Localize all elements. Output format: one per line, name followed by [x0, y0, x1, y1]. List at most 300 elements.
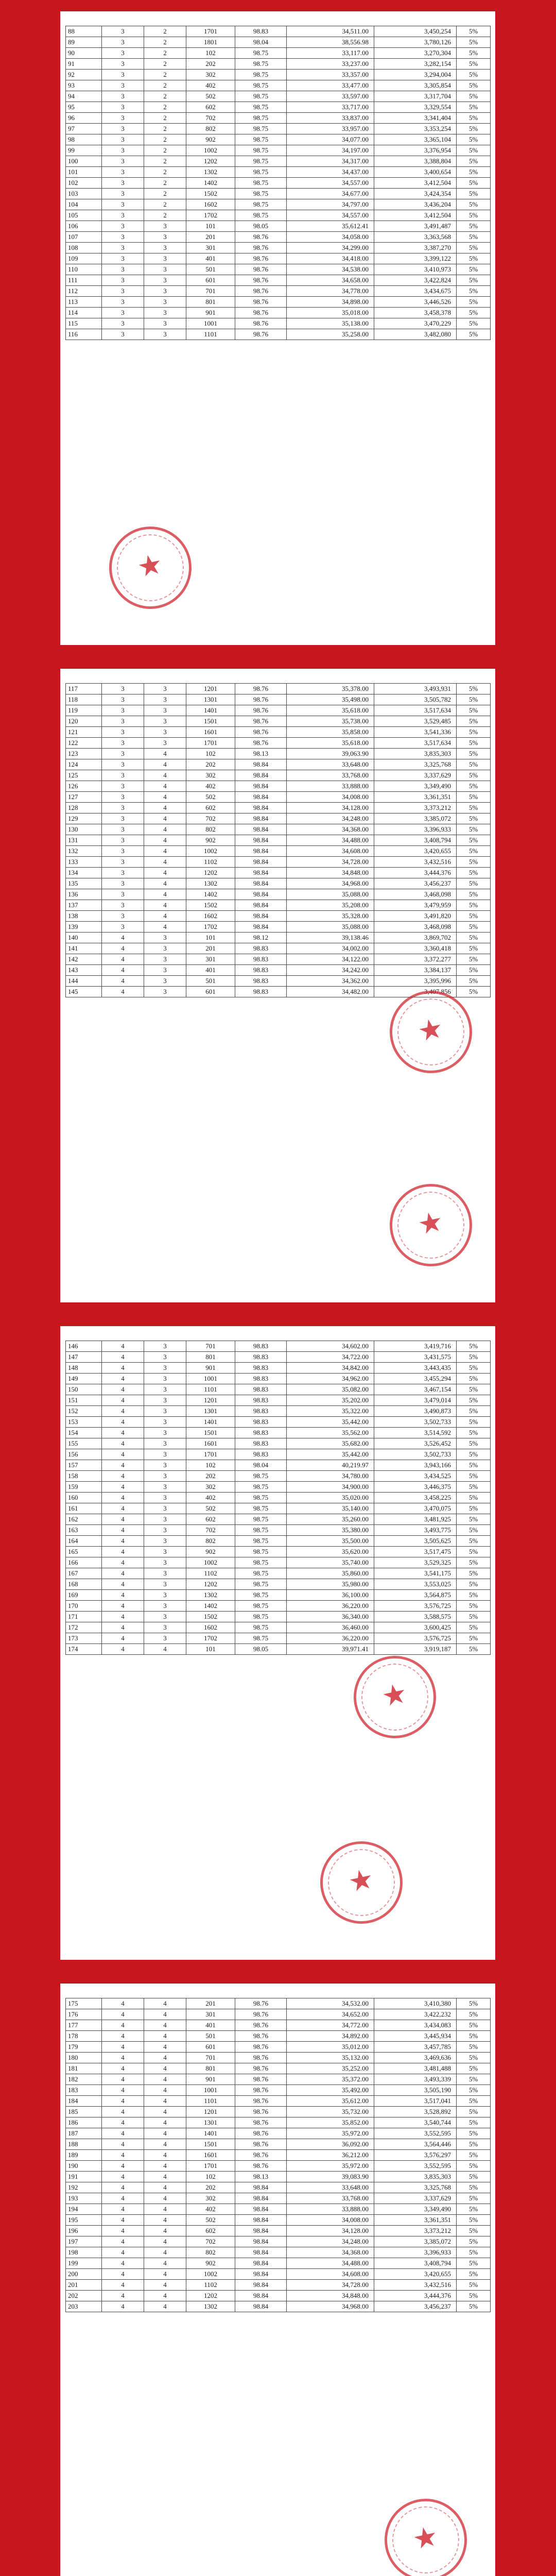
- table-row: [66, 1428, 491, 1438]
- cell-u: 4: [144, 824, 186, 835]
- cell-seq: 186: [66, 2117, 102, 2128]
- cell-p: 35,328.00: [287, 911, 374, 922]
- cell-seq: 129: [66, 814, 102, 824]
- cell-ratio: 5%: [457, 2280, 491, 2291]
- table-row: [66, 868, 491, 878]
- cell-ratio: 5%: [457, 80, 491, 91]
- cell-r: 1402: [186, 889, 235, 900]
- cell-a: 98.84: [235, 857, 287, 868]
- table-row: [66, 26, 491, 37]
- cell-p: 34,602.00: [287, 1341, 374, 1352]
- cell-seq: 98: [66, 134, 102, 145]
- cell-p: 35,972.00: [287, 2161, 374, 2172]
- cell-t: 3,540,744: [374, 2117, 457, 2128]
- cell-u: 3: [144, 738, 186, 749]
- cell-r: 1302: [186, 2301, 235, 2312]
- document-page: [60, 11, 495, 645]
- cell-r: 1702: [186, 1633, 235, 1644]
- cell-ratio: 5%: [457, 145, 491, 156]
- cell-u: 4: [144, 2236, 186, 2247]
- cell-t: 3,482,080: [374, 329, 457, 340]
- cell-u: 2: [144, 124, 186, 134]
- cell-t: 3,457,785: [374, 2042, 457, 2053]
- cell-t: 3,444,376: [374, 2291, 457, 2301]
- cell-b: 4: [102, 2204, 144, 2215]
- cell-t: 3,835,303: [374, 749, 457, 759]
- cell-t: 3,541,336: [374, 727, 457, 738]
- cell-p: 34,557.00: [287, 178, 374, 189]
- cell-b: 3: [102, 59, 144, 70]
- cell-a: 98.76: [235, 2117, 287, 2128]
- cell-a: 98.75: [235, 145, 287, 156]
- cell-p: 34,532.00: [287, 1998, 374, 2009]
- cell-seq: 110: [66, 264, 102, 275]
- cell-b: 3: [102, 318, 144, 329]
- table-row: [66, 1536, 491, 1547]
- cell-u: 4: [144, 2226, 186, 2236]
- cell-r: 702: [186, 113, 235, 124]
- cell-p: 35,492.00: [287, 2085, 374, 2096]
- cell-seq: 169: [66, 1590, 102, 1601]
- cell-ratio: 5%: [457, 1590, 491, 1601]
- table-row: [66, 48, 491, 59]
- cell-r: 1202: [186, 156, 235, 167]
- table-row: [66, 59, 491, 70]
- cell-a: 98.75: [235, 1525, 287, 1536]
- cell-p: 39,063.90: [287, 749, 374, 759]
- cell-p: 33,477.00: [287, 80, 374, 91]
- cell-b: 4: [102, 2280, 144, 2291]
- cell-b: 4: [102, 954, 144, 965]
- cell-seq: 180: [66, 2053, 102, 2063]
- cell-t: 3,455,294: [374, 1374, 457, 1384]
- cell-ratio: 5%: [457, 922, 491, 933]
- cell-b: 4: [102, 1341, 144, 1352]
- cell-p: 34,848.00: [287, 868, 374, 878]
- cell-a: 98.76: [235, 2107, 287, 2117]
- cell-t: 3,458,225: [374, 1493, 457, 1503]
- cell-a: 98.84: [235, 792, 287, 803]
- cell-t: 3,588,575: [374, 1612, 457, 1622]
- cell-p: 33,888.00: [287, 2204, 374, 2215]
- cell-t: 3,470,229: [374, 318, 457, 329]
- cell-p: 36,340.00: [287, 1612, 374, 1622]
- cell-u: 3: [144, 1406, 186, 1417]
- cell-u: 3: [144, 243, 186, 253]
- cell-u: 4: [144, 2096, 186, 2107]
- cell-a: 98.83: [235, 1341, 287, 1352]
- cell-a: 98.84: [235, 900, 287, 911]
- cell-b: 4: [102, 1601, 144, 1612]
- cell-t: 3,553,025: [374, 1579, 457, 1590]
- cell-a: 98.83: [235, 1438, 287, 1449]
- cell-a: 98.84: [235, 889, 287, 900]
- cell-p: 34,368.00: [287, 824, 374, 835]
- cell-b: 4: [102, 1438, 144, 1449]
- cell-seq: 91: [66, 59, 102, 70]
- cell-r: 501: [186, 976, 235, 987]
- table-row: [66, 857, 491, 868]
- cell-b: 4: [102, 2020, 144, 2031]
- cell-t: 3,373,212: [374, 803, 457, 814]
- cell-p: 35,018.00: [287, 308, 374, 318]
- table-row: [66, 770, 491, 781]
- table-row: [66, 2031, 491, 2042]
- table-row: [66, 911, 491, 922]
- cell-p: 34,778.00: [287, 286, 374, 297]
- cell-a: 98.75: [235, 1568, 287, 1579]
- table-row: [66, 2117, 491, 2128]
- cell-p: 34,557.00: [287, 210, 374, 221]
- cell-b: 4: [102, 2053, 144, 2063]
- cell-seq: 178: [66, 2031, 102, 2042]
- table-row: [66, 221, 491, 232]
- seal-ring: [391, 992, 471, 1072]
- cell-b: 4: [102, 2182, 144, 2193]
- cell-u: 3: [144, 1449, 186, 1460]
- cell-p: 35,738.00: [287, 716, 374, 727]
- cell-u: 4: [144, 2031, 186, 2042]
- cell-p: 34,197.00: [287, 145, 374, 156]
- cell-p: 33,768.00: [287, 2193, 374, 2204]
- cell-t: 3,943,166: [374, 1460, 457, 1471]
- cell-u: 4: [144, 2020, 186, 2031]
- cell-ratio: 5%: [457, 900, 491, 911]
- cell-ratio: 5%: [457, 943, 491, 954]
- cell-seq: 123: [66, 749, 102, 759]
- table-row: [66, 2172, 491, 2182]
- table-row: [66, 1579, 491, 1590]
- cell-seq: 168: [66, 1579, 102, 1590]
- cell-a: 98.83: [235, 1395, 287, 1406]
- cell-b: 3: [102, 705, 144, 716]
- cell-seq: 125: [66, 770, 102, 781]
- cell-p: 34,128.00: [287, 2226, 374, 2236]
- cell-u: 4: [144, 835, 186, 846]
- cell-t: 3,353,254: [374, 124, 457, 134]
- cell-t: 3,479,959: [374, 900, 457, 911]
- cell-ratio: 5%: [457, 1363, 491, 1374]
- cell-t: 3,481,488: [374, 2063, 457, 2074]
- cell-ratio: 5%: [457, 318, 491, 329]
- cell-u: 4: [144, 2258, 186, 2269]
- cell-r: 1601: [186, 727, 235, 738]
- cell-t: 3,431,575: [374, 1352, 457, 1363]
- cell-t: 3,436,204: [374, 199, 457, 210]
- cell-p: 34,797.00: [287, 199, 374, 210]
- cell-a: 98.76: [235, 264, 287, 275]
- cell-r: 1401: [186, 705, 235, 716]
- cell-a: 98.84: [235, 2301, 287, 2312]
- cell-r: 802: [186, 2247, 235, 2258]
- cell-a: 98.76: [235, 275, 287, 286]
- cell-p: 33,117.00: [287, 48, 374, 59]
- cell-u: 2: [144, 80, 186, 91]
- cell-ratio: 5%: [457, 889, 491, 900]
- cell-t: 3,468,098: [374, 922, 457, 933]
- document-page: [60, 1326, 495, 1960]
- cell-ratio: 5%: [457, 2074, 491, 2085]
- cell-ratio: 5%: [457, 933, 491, 943]
- cell-u: 3: [144, 1471, 186, 1482]
- cell-u: 4: [144, 770, 186, 781]
- cell-t: 3,446,375: [374, 1482, 457, 1493]
- cell-ratio: 5%: [457, 1536, 491, 1547]
- table-row: [66, 2161, 491, 2172]
- table-row: [66, 2269, 491, 2280]
- table-row: [66, 102, 491, 113]
- table-row: [66, 1384, 491, 1395]
- cell-p: 34,248.00: [287, 814, 374, 824]
- cell-t: 3,337,629: [374, 770, 457, 781]
- cell-r: 1602: [186, 911, 235, 922]
- cell-seq: 192: [66, 2182, 102, 2193]
- cell-r: 1201: [186, 684, 235, 694]
- cell-seq: 160: [66, 1493, 102, 1503]
- cell-seq: 137: [66, 900, 102, 911]
- cell-r: 701: [186, 1341, 235, 1352]
- cell-u: 3: [144, 1363, 186, 1374]
- cell-u: 3: [144, 286, 186, 297]
- price-table: [65, 1998, 491, 2312]
- table-row: [66, 716, 491, 727]
- cell-ratio: 5%: [457, 2236, 491, 2247]
- table-row: [66, 2291, 491, 2301]
- table-row: [66, 2042, 491, 2053]
- table-row: [66, 803, 491, 814]
- cell-b: 4: [102, 2258, 144, 2269]
- table-row: [66, 134, 491, 145]
- cell-p: 35,380.00: [287, 1525, 374, 1536]
- cell-r: 201: [186, 232, 235, 243]
- cell-u: 2: [144, 134, 186, 145]
- cell-seq: 164: [66, 1536, 102, 1547]
- cell-seq: 104: [66, 199, 102, 210]
- cell-a: 98.76: [235, 2009, 287, 2020]
- cell-seq: 200: [66, 2269, 102, 2280]
- cell-t: 3,600,425: [374, 1622, 457, 1633]
- cell-t: 3,361,351: [374, 792, 457, 803]
- cell-t: 3,502,733: [374, 1449, 457, 1460]
- cell-u: 3: [144, 232, 186, 243]
- cell-seq: 124: [66, 759, 102, 770]
- cell-ratio: 5%: [457, 286, 491, 297]
- cell-t: 3,434,675: [374, 286, 457, 297]
- cell-ratio: 5%: [457, 1503, 491, 1514]
- cell-ratio: 5%: [457, 2247, 491, 2258]
- cell-ratio: 5%: [457, 1352, 491, 1363]
- cell-u: 3: [144, 1352, 186, 1363]
- cell-t: 3,505,190: [374, 2085, 457, 2096]
- cell-r: 301: [186, 2009, 235, 2020]
- cell-ratio: 5%: [457, 878, 491, 889]
- cell-u: 4: [144, 814, 186, 824]
- cell-seq: 189: [66, 2150, 102, 2161]
- cell-b: 4: [102, 2193, 144, 2204]
- cell-ratio: 5%: [457, 1525, 491, 1536]
- cell-r: 1502: [186, 900, 235, 911]
- cell-r: 902: [186, 134, 235, 145]
- cell-p: 35,612.00: [287, 2096, 374, 2107]
- cell-p: 35,612.41: [287, 221, 374, 232]
- cell-r: 1601: [186, 2150, 235, 2161]
- cell-seq: 122: [66, 738, 102, 749]
- cell-r: 901: [186, 2074, 235, 2085]
- cell-r: 801: [186, 297, 235, 308]
- cell-seq: 181: [66, 2063, 102, 2074]
- cell-ratio: 5%: [457, 2291, 491, 2301]
- table-row: [66, 232, 491, 243]
- table-row: [66, 943, 491, 954]
- cell-b: 4: [102, 2117, 144, 2128]
- cell-u: 3: [144, 1547, 186, 1557]
- star-icon: ★: [409, 2519, 441, 2556]
- cell-u: 4: [144, 2085, 186, 2096]
- cell-ratio: 5%: [457, 911, 491, 922]
- cell-b: 3: [102, 824, 144, 835]
- cell-a: 98.75: [235, 134, 287, 145]
- cell-ratio: 5%: [457, 2128, 491, 2139]
- cell-b: 4: [102, 933, 144, 943]
- cell-seq: 177: [66, 2020, 102, 2031]
- cell-u: 3: [144, 987, 186, 997]
- cell-r: 1102: [186, 857, 235, 868]
- cell-r: 1101: [186, 1384, 235, 1395]
- cell-ratio: 5%: [457, 684, 491, 694]
- cell-p: 35,972.00: [287, 2128, 374, 2139]
- table-row: [66, 2226, 491, 2236]
- table-row: [66, 824, 491, 835]
- cell-seq: 191: [66, 2172, 102, 2182]
- cell-seq: 127: [66, 792, 102, 803]
- cell-r: 302: [186, 1482, 235, 1493]
- cell-b: 4: [102, 1449, 144, 1460]
- cell-b: 3: [102, 221, 144, 232]
- cell-u: 3: [144, 727, 186, 738]
- cell-p: 36,100.00: [287, 1590, 374, 1601]
- table-row: [66, 199, 491, 210]
- cell-ratio: 5%: [457, 156, 491, 167]
- table-row: [66, 2204, 491, 2215]
- cell-b: 4: [102, 1374, 144, 1384]
- cell-seq: 173: [66, 1633, 102, 1644]
- cell-u: 3: [144, 1590, 186, 1601]
- cell-b: 3: [102, 684, 144, 694]
- table-row: [66, 2150, 491, 2161]
- cell-t: 3,458,378: [374, 308, 457, 318]
- cell-u: 4: [144, 2215, 186, 2226]
- official-seal: [346, 1648, 444, 1746]
- cell-ratio: 5%: [457, 1557, 491, 1568]
- cell-a: 98.83: [235, 1406, 287, 1417]
- cell-ratio: 5%: [457, 2301, 491, 2312]
- cell-r: 601: [186, 987, 235, 997]
- cell-t: 3,294,004: [374, 70, 457, 80]
- cell-ratio: 5%: [457, 781, 491, 792]
- cell-seq: 114: [66, 308, 102, 318]
- star-icon: ★: [134, 547, 166, 584]
- cell-p: 33,717.00: [287, 102, 374, 113]
- cell-u: 4: [144, 1644, 186, 1655]
- cell-b: 4: [102, 2031, 144, 2042]
- cell-ratio: 5%: [457, 1471, 491, 1482]
- cell-a: 98.75: [235, 1590, 287, 1601]
- cell-b: 4: [102, 2236, 144, 2247]
- cell-ratio: 5%: [457, 976, 491, 987]
- cell-r: 1801: [186, 37, 235, 48]
- cell-u: 2: [144, 91, 186, 102]
- cell-seq: 166: [66, 1557, 102, 1568]
- cell-ratio: 5%: [457, 134, 491, 145]
- cell-t: 3,365,104: [374, 134, 457, 145]
- cell-p: 33,888.00: [287, 781, 374, 792]
- table-row: [66, 694, 491, 705]
- cell-seq: 203: [66, 2301, 102, 2312]
- cell-a: 98.83: [235, 1417, 287, 1428]
- cell-a: 98.83: [235, 26, 287, 37]
- cell-u: 4: [144, 749, 186, 759]
- cell-b: 4: [102, 1633, 144, 1644]
- cell-b: 3: [102, 156, 144, 167]
- cell-a: 98.76: [235, 2128, 287, 2139]
- cell-u: 2: [144, 59, 186, 70]
- cell-p: 35,442.00: [287, 1449, 374, 1460]
- cell-seq: 193: [66, 2193, 102, 2204]
- cell-u: 3: [144, 1395, 186, 1406]
- cell-p: 38,556.98: [287, 37, 374, 48]
- table-row: [66, 2301, 491, 2312]
- table-row: [66, 749, 491, 759]
- table-row: [66, 2020, 491, 2031]
- cell-b: 3: [102, 297, 144, 308]
- cell-ratio: 5%: [457, 2172, 491, 2182]
- cell-r: 201: [186, 943, 235, 954]
- table-row: [66, 2215, 491, 2226]
- cell-p: 35,208.00: [287, 900, 374, 911]
- cell-ratio: 5%: [457, 189, 491, 199]
- cell-ratio: 5%: [457, 868, 491, 878]
- cell-t: 3,325,768: [374, 759, 457, 770]
- cell-ratio: 5%: [457, 1417, 491, 1428]
- cell-t: 3,505,782: [374, 694, 457, 705]
- cell-t: 3,432,516: [374, 2280, 457, 2291]
- cell-r: 1401: [186, 2128, 235, 2139]
- cell-r: 202: [186, 1471, 235, 1482]
- cell-u: 4: [144, 2128, 186, 2139]
- cell-u: 4: [144, 2247, 186, 2258]
- table-row: [66, 253, 491, 264]
- cell-r: 401: [186, 253, 235, 264]
- table-row: [66, 91, 491, 102]
- cell-ratio: 5%: [457, 124, 491, 134]
- cell-t: 3,396,933: [374, 2247, 457, 2258]
- cell-u: 2: [144, 102, 186, 113]
- cell-t: 3,349,490: [374, 781, 457, 792]
- cell-t: 3,564,875: [374, 1590, 457, 1601]
- cell-t: 3,493,775: [374, 1525, 457, 1536]
- cell-t: 3,412,504: [374, 210, 457, 221]
- cell-b: 3: [102, 781, 144, 792]
- cell-a: 98.76: [235, 2096, 287, 2107]
- table-row: [66, 124, 491, 134]
- cell-r: 1401: [186, 1417, 235, 1428]
- cell-u: 4: [144, 2042, 186, 2053]
- cell-t: 3,576,725: [374, 1633, 457, 1644]
- cell-p: 33,768.00: [287, 770, 374, 781]
- cell-b: 4: [102, 2215, 144, 2226]
- cell-p: 35,860.00: [287, 1568, 374, 1579]
- cell-b: 3: [102, 308, 144, 318]
